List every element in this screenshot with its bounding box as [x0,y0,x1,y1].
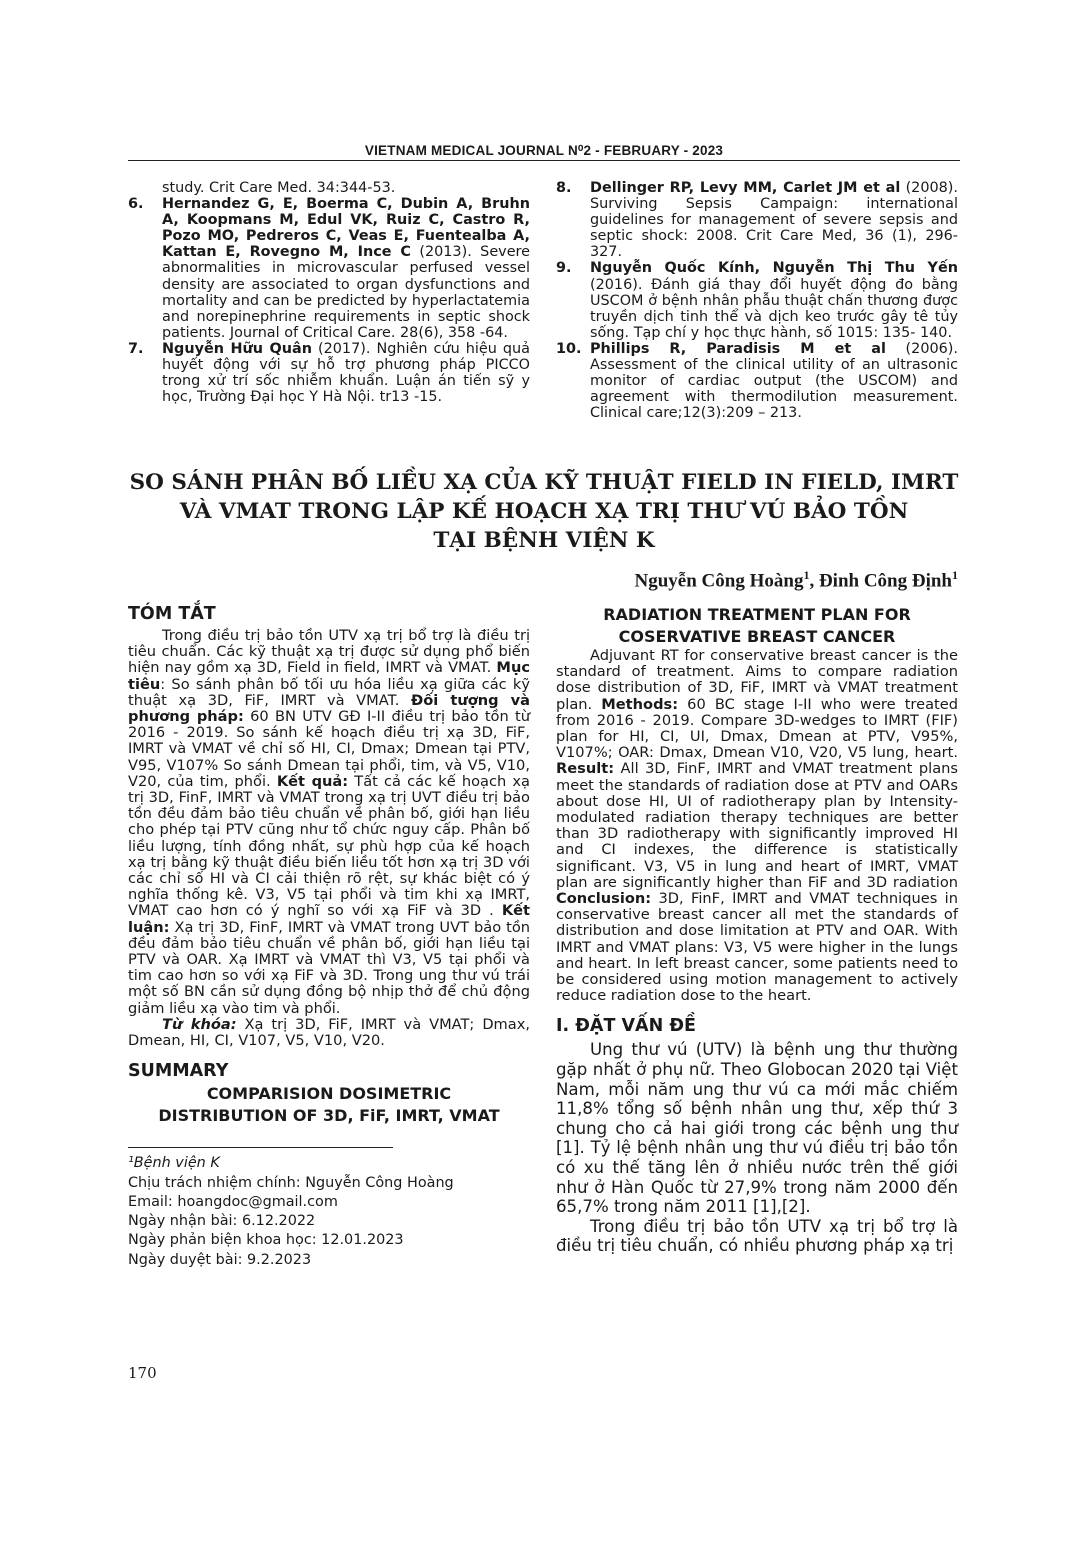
label-conclusion-en: Conclusion: [556,890,652,908]
footnote-accepted: Ngày duyệt bài: 9.2.2023 [128,1251,312,1268]
summary-title-line: DISTRIBUTION OF 3D, FiF, IMRT, VMAT [158,1106,500,1126]
header-rule [128,160,960,161]
intro-heading: I. ĐẶT VẤN ĐỀ [556,1016,696,1037]
reference-authors: Nguyễn Quốc Kính, Nguyễn Thị Thu Yến [590,260,958,277]
reference-number: 9. [556,260,572,277]
right-column [556,604,958,1256]
reference-authors: Phillips R, Paradisis M et al [590,340,886,357]
label-result-en: Result: [556,760,615,778]
reference-text: (2016). Đánh giá thay đổi huyết động đo bằng USCOM ở bệnh nhân phẫu thuật chấn thương được truyền dịch tinh thể và dịch keo trước gây tê tủy sống. Tạp chí y học thực hành, số 1015: 135- 140. [590,276,958,341]
abstract-vi-paragraph [128,628,530,1017]
keywords-paragraph [128,1017,530,1049]
summary-paragraph [556,648,958,1004]
label-conclusion: Kết luận: [128,902,530,936]
reference-7 [128,341,530,405]
author-affiliation-mark: 1 [952,568,958,582]
reference-text: (2013). Severe abnormalities in microvascular perfused vessel density are associated to organ dysfunctions and mortality and can be predicted by hyperlactatemia and norepinephrine requirements in septic shock patients. Journal of Critical Care. 28(6), 358 -64. [162,244,530,341]
article-title-line: VÀ VMAT TRONG LẬP KẾ HOẠCH XẠ TRỊ THƯ VÚ BẢO TỒN [179,499,909,524]
intro-paragraph: Ung thư vú (UTV) là bệnh ung thư thường gặp nhất ở phụ nữ. Theo Globocan 2020 tại Việt Nam, mỗi năm ung thư vú ca mới mắc chiếm 11,8% tổng số bệnh nhân ung thư, xếp thứ 3 chung cho cả hai giới trong các bệnh ung thư [1]. Tỷ lệ bệnh nhân ung thư vú điều trị bảo tồn có xu thế tăng lên ở nhiều nước trên thế giới như ở Hàn Quốc từ 27,9% trong năm 2000 đến 65,7% trong năm 2011 [1],[2]. [556,1040,958,1217]
summary-conclusion: 3D, FinF, IMRT and VMAT techniques in conservative breast cancer all met the standards of distribution and dose limitation at PTV and OAR. With IMRT and VMAT plans: V3, V5 were higher in the lungs and heart. In left breast cancer, some patients need to be considered using motion management to actively reduce radiation dose to the heart. [556,890,958,1005]
footnote-email: Email: hoangdoc@gmail.com [128,1193,338,1210]
label-results: Kết quả: [276,772,349,790]
reference-number: 6. [128,196,144,213]
label-keywords: Từ khóa: [162,1015,237,1033]
footnote-rule [128,1147,393,1148]
label-objective: Mục tiêu [128,659,530,693]
summary-title-line: RADIATION TREATMENT PLAN FOR [603,605,911,624]
author-name: Đinh Công Định [818,570,952,592]
reference-10 [556,341,958,421]
footnote-reviewed: Ngày phản biện khoa học: 12.01.2023 [128,1232,404,1249]
reference-text: (2008). Surviving Sepsis Campaign: international guidelines for management of severe sepsis and septic shock: 2008. Crit Care Med, 36 (1), 296-327. [590,180,958,261]
article-title-line: SO SÁNH PHÂN BỐ LIỀU XẠ CỦA KỸ THUẬT FIELD IN FIELD, IMRT [129,470,959,495]
summary-title-line: COMPARISION DOSIMETRIC [206,1084,452,1104]
reference-8 [556,180,958,260]
reference-text: (2017). Nghiên cứu hiệu quả huyết động với sự hỗ trợ phương pháp PICCO trong xử trí sốc nhiễm khuẩn. Luận án tiến sỹ y học, Trường Đại học Y Hà Nội. tr13 -15. [162,340,530,406]
abstract-methods: 60 BN UTV GĐ I-II điều trị bảo tồn từ 2016 - 2019. So sánh kế hoạch điều trị xạ 3D, FiF, IMRT và VMAT về chỉ số HI, CI, Dmax; Dmean tại PTV, V95, V107% So sánh Dmean tại phổi, tim, và V5, V10, V20, của tim, phổi. [128,708,530,790]
summary-methods: 60 BC stage I-II who were treated from 2016 - 2019. Compare 3D-wedges to IMRT (FIF) plan for HI, CI, UI, Dmax, Dmean at PTV, V95%, V107%; OAR: Dmax, Dmean V10, V20, V5 lung, heart. [556,695,958,762]
intro-paragraph: Trong điều trị bảo tồn UTV xạ trị bổ trợ là điều trị tiêu chuẩn, có nhiều phương pháp xạ trị [556,1216,958,1256]
authors [556,568,958,592]
references-right [556,180,958,421]
article-title-line: TẠI BỆNH VIỆN K [433,528,655,553]
author-name: Nguyễn Công Hoàng [634,570,804,592]
summary-result: All 3D, FinF, IMRT and VMAT treatment plans meet the standards of radiation dose at PTV and OARs about dose HI, UI of radiotherapy plan by Intensity-modulated radiation therapy techniques are better than 3D radiotherapy with significantly improved HI and CI indexes, the difference is statistically significant. V3, V5 in lung and heart of IMRT, VMAT plan are significantly higher than FiF and 3D radiation [556,760,958,891]
page-number: 170 [128,1364,157,1382]
abstract-objective: : So sánh phân bố tối ưu hóa liều xạ giữa các kỹ thuật xạ 3D, FiF, IMRT và VMAT. [128,675,530,709]
author-affiliation-mark: 1 [803,568,810,582]
reference-number: 10. [556,340,582,357]
summary-intro: Adjuvant RT for conservative breast cancer is the standard of treatment. Aims to compare radiation dose distribution of 3D, FiF, IMRT và VMAT treatment plan. [556,647,958,713]
summary-heading: SUMMARY [128,1061,229,1082]
label-methods-en: Methods: [601,695,679,713]
reference-authors: Dellinger RP, Levy MM, Carlet JM et al [590,180,901,196]
running-head: VIETNAM MEDICAL JOURNAL N⁰2 - FEBRUARY - 2023 [364,143,724,158]
abstract-heading: TÓM TẮT [128,604,216,624]
footnote-affiliation: ¹Bệnh viện K [128,1155,220,1172]
abstract-results: Tất cả các kế hoạch xạ trị 3D, FinF, IMRT và VMAT trong xạ trị UVT điều trị bảo tồn đều đảm bảo tiêu chuẩn về phân bố, giới hạn liều cho phép tại PTV cũng như tổ chức nguy cấp. Phân bố liều lượng, tính đồng nhất, sự phù hợp của kế hoạch xạ trị bằng kỹ thuật điều biến liều tốt hơn xạ trị 3D với các chỉ số HI và CI cải thiện rõ rệt, sự khác biệt có ý nghĩa thống kê. V3, V5 tại phổi và tim khi xạ IMRT, VMAT cao hơn có ý nghĩ so với xạ FiF và 3D . [128,772,531,920]
reference-text: study. Crit Care Med. 34:344-53. [162,180,396,196]
article-title [128,468,960,555]
left-column [128,604,530,1270]
abstract-intro: Trong điều trị bảo tồn UTV xạ trị bổ trợ là điều trị tiêu chuẩn. Các kỹ thuật xạ trị được sử dụng phổ biến hiện nay gồm xạ 3D, Field in field, IMRT và VMAT. [128,627,530,677]
references-left [128,180,530,405]
footnote-received: Ngày nhận bài: 6.12.2022 [128,1213,316,1230]
reference-6 [128,196,530,341]
abstract-conclusion: Xạ trị 3D, FinF, IMRT và VMAT trong UVT bảo tồn đều đảm bảo tiêu chuẩn về phân bố, giới hạn liều tại PTV và OAR. Xạ IMRT và VMAT thì V3, V5 tại phổi và tim cao hơn so với xạ FiF và 3D. Trong ung thư vú trái một số BN cần sử dụng đồng bộ nhịp thở để chủ động giảm liều xạ vào tim và phổi. [128,918,530,1017]
reference-authors: Nguyễn Hữu Quân [162,340,312,357]
label-methods: Đối tượng và phương pháp: [128,691,530,726]
reference-5-continued [128,180,530,196]
reference-9 [556,260,958,340]
reference-text: (2006). Assessment of the clinical utility of an ultrasonic monitor of cardiac output (the USCOM) and agreement with thermodilution measurement. Clinical care;12(3):209 – 213. [590,340,958,422]
author-separator: , [809,570,819,592]
reference-number: 7. [128,340,144,357]
reference-authors: Hernandez G, E, Boerma C, Dubin A, Bruhn A, Koopmans M, Edul VK, Ruiz C, Castro R, Pozo MO, Pedreros C, Veas E, Fuentealba A, Kattan E, Rovegno M, Ince C [162,196,530,261]
reference-number: 8. [556,180,572,196]
footnote-corresponding: Chịu trách nhiệm chính: Nguyễn Công Hoàng [128,1174,454,1191]
summary-title-line: COSERVATIVE BREAST CANCER [618,627,896,646]
keywords: Xạ trị 3D, FiF, IMRT và VMAT; Dmax, Dmean, HI, CI, V107, V5, V10, V20. [128,1015,530,1050]
